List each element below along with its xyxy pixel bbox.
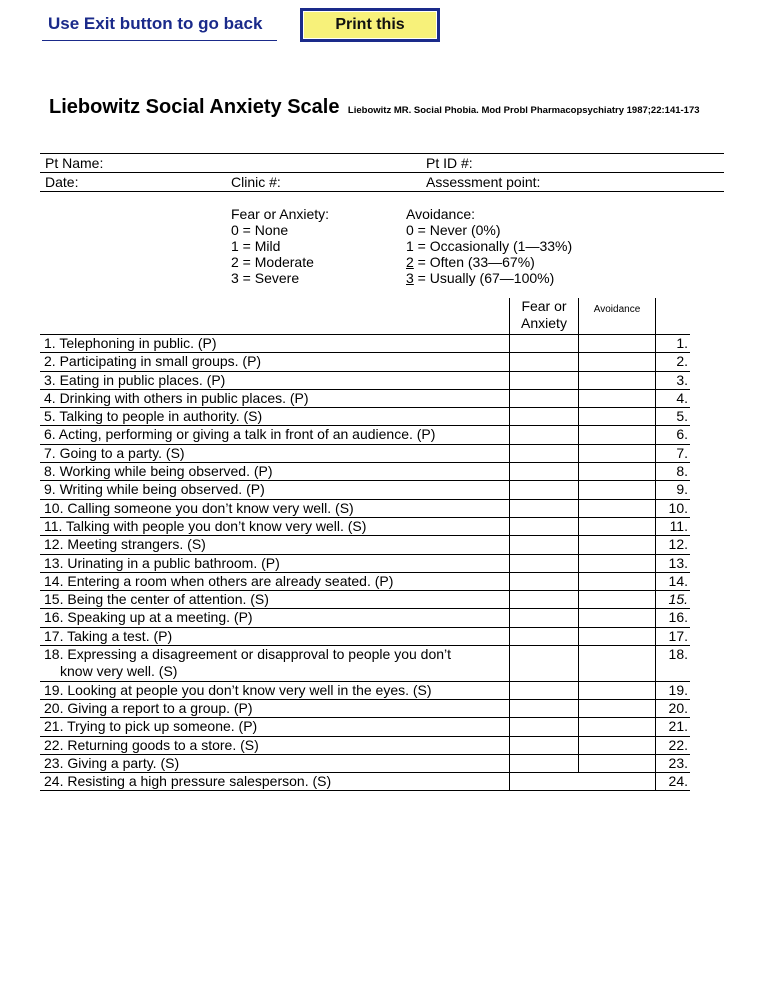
item-text: 3. Eating in public places. (P) [40,371,510,389]
item-text: 6. Acting, performing or giving a talk in front of an audience. (P) [40,426,510,444]
table-row [40,736,690,754]
fear-cell[interactable] [510,463,579,481]
scale-title: Liebowitz Social Anxiety Scale [49,96,340,118]
fear-cell[interactable] [510,335,579,353]
fear-cell[interactable] [510,353,579,371]
item-text: 22. Returning goods to a store. (S) [40,736,510,754]
item-text-line1: 18. Expressing a disagreement or disapproval to people you don’t [44,646,452,663]
item-text: 5. Talking to people in authority. (S) [40,408,510,426]
table-row [40,754,690,772]
item-number: 24. [656,773,691,791]
table-row [40,718,690,736]
fear-level: 1 = Mild [231,238,281,254]
item-text: 16. Speaking up at a meeting. (P) [40,609,510,627]
avoidance-cell[interactable] [579,481,656,499]
table-row [40,572,690,590]
table-row [40,646,690,682]
item-number: 2. [656,353,691,371]
avoidance-cell[interactable] [579,536,656,554]
fear-cell[interactable] [510,371,579,389]
item-number: 5. [656,408,691,426]
avoidance-cell[interactable] [579,609,656,627]
item-text: 20. Giving a report to a group. (P) [40,699,510,717]
item-number: 20. [656,699,691,717]
avoidance-cell[interactable] [579,463,656,481]
header-fear-anxiety [510,298,579,335]
item-number: 23. [656,754,691,772]
table-row [40,627,690,645]
item-number: 12. [656,536,691,554]
item-number: 11. [656,517,691,535]
avoidance-cell[interactable] [579,699,656,717]
item-text: 23. Giving a party. (S) [40,754,510,772]
fear-cell[interactable] [510,754,579,772]
item-text: 24. Resisting a high pressure salesperson. (S) [40,773,510,791]
fear-legend-title: Fear or Anxiety: [231,206,330,222]
table-row [40,444,690,462]
table-row [40,481,690,499]
item-text: 8. Working while being observed. (P) [40,463,510,481]
pt-name-label: Pt Name: [45,155,104,171]
item-text-line2: know very well. (S) [60,663,178,680]
fear-cell[interactable] [510,773,579,791]
avoidance-cell[interactable] [579,389,656,407]
fear-cell[interactable] [510,444,579,462]
table-row [40,389,690,407]
item-number: 18. [656,646,691,682]
item-number: 7. [656,444,691,462]
item-number: 15. [656,591,691,609]
fear-cell[interactable] [510,408,579,426]
table-row [40,371,690,389]
avoidance-level-number: 3 [406,270,414,286]
date-label: Date: [45,174,79,190]
avoidance-cell[interactable] [579,681,656,699]
avoidance-level-number: 2 [406,254,414,270]
item-number: 3. [656,371,691,389]
avoidance-level: 1 = Occasionally (1—33%) [406,238,573,254]
item-number: 1. [656,335,691,353]
table-row [40,773,690,791]
table-header-row [40,298,690,335]
item-number: 10. [656,499,691,517]
fear-cell[interactable] [510,554,579,572]
fear-cell[interactable] [510,426,579,444]
item-text: 15. Being the center of attention. (S) [40,591,510,609]
item-text: 17. Taking a test. (P) [40,627,510,645]
exit-link[interactable]: Use Exit button to go back [48,14,263,33]
avoidance-cell [579,773,656,791]
fear-cell[interactable] [510,499,579,517]
item-text: 1. Telephoning in public. (P) [40,335,510,353]
item-text: 4. Drinking with others in public places. (P) [40,389,510,407]
avoidance-legend [406,206,572,286]
avoidance-level-text: = Often (33—67%) [413,254,535,270]
item-number: 22. [656,736,691,754]
table-row [40,681,690,699]
avoidance-cell[interactable] [579,335,656,353]
item-text: 9. Writing while being observed. (P) [40,481,510,499]
print-button[interactable]: Print this [300,8,440,42]
avoidance-cell[interactable] [579,554,656,572]
item-text: 12. Meeting strangers. (S) [40,536,510,554]
table-row [40,554,690,572]
item-number: 16. [656,609,691,627]
fear-cell[interactable] [510,572,579,590]
exit-link-underline [42,40,277,41]
fear-level: 2 = Moderate [231,254,314,270]
item-text: 19. Looking at people you don’t know very well in the eyes. (S) [40,681,510,699]
item-number: 13. [656,554,691,572]
item-number: 6. [656,426,691,444]
fear-cell[interactable] [510,591,579,609]
item-text: 14. Entering a room when others are already seated. (P) [40,572,510,590]
fear-cell[interactable] [510,681,579,699]
avoidance-level: 0 = Never (0%) [406,222,501,238]
avoidance-cell[interactable] [579,736,656,754]
avoidance-cell[interactable] [579,591,656,609]
table-row [40,591,690,609]
item-text: 7. Going to a party. (S) [40,444,510,462]
avoidance-legend-title: Avoidance: [406,206,476,222]
rating-table [40,298,690,791]
table-row [40,499,690,517]
item-text: 2. Participating in small groups. (P) [40,353,510,371]
divider [40,172,724,173]
avoidance-level [406,270,572,286]
pt-id-label: Pt ID #: [426,155,473,171]
citation: Liebowitz MR. Social Phobia. Mod Probl Pharmacopsychiatry 1987;22:141-173 [347,105,700,116]
fear-cell[interactable] [510,609,579,627]
fear-cell[interactable] [510,718,579,736]
avoidance-cell[interactable] [579,646,656,682]
avoidance-cell[interactable] [579,572,656,590]
avoidance-level-text: = Usually (67—100%) [413,270,555,286]
fear-cell[interactable] [510,481,579,499]
avoidance-level [406,254,572,270]
item-number: 9. [656,481,691,499]
table-row [40,426,690,444]
clinic-label: Clinic #: [231,174,281,190]
header-avoidance: Avoidance [579,298,656,335]
table-row [40,536,690,554]
header-fear-line2: Anxiety [521,315,567,331]
divider [40,191,724,192]
avoidance-cell[interactable] [579,371,656,389]
page-title [49,96,700,119]
fear-cell[interactable] [510,389,579,407]
item-text: 11. Talking with people you don’t know very well. (S) [40,517,510,535]
table-row [40,353,690,371]
fear-cell[interactable] [510,627,579,645]
avoidance-cell[interactable] [579,718,656,736]
table-row [40,699,690,717]
header-fear-line1: Fear or [521,298,567,314]
fear-cell[interactable] [510,536,579,554]
fear-cell[interactable] [510,646,579,682]
avoidance-cell[interactable] [579,408,656,426]
item-text: 10. Calling someone you don’t know very well. (S) [40,499,510,517]
item-text: 21. Trying to pick up someone. (P) [40,718,510,736]
fear-legend [231,206,329,286]
item-text [40,646,510,682]
table-row [40,408,690,426]
fear-cell[interactable] [510,736,579,754]
table-row [40,463,690,481]
avoidance-cell[interactable] [579,426,656,444]
item-number: 8. [656,463,691,481]
avoidance-cell[interactable] [579,754,656,772]
fear-cell[interactable] [510,517,579,535]
item-number: 21. [656,718,691,736]
avoidance-cell[interactable] [579,627,656,645]
fear-level: 0 = None [231,222,289,238]
item-number: 19. [656,681,691,699]
avoidance-cell[interactable] [579,517,656,535]
fear-cell[interactable] [510,699,579,717]
table-row [40,609,690,627]
avoidance-cell[interactable] [579,353,656,371]
item-number: 17. [656,627,691,645]
item-text: 13. Urinating in a public bathroom. (P) [40,554,510,572]
item-number: 4. [656,389,691,407]
divider [40,153,724,154]
header-number [656,298,691,335]
table-row [40,517,690,535]
fear-level: 3 = Severe [231,270,300,286]
avoidance-cell[interactable] [579,444,656,462]
avoidance-cell[interactable] [579,499,656,517]
header-item [40,298,510,335]
assessment-label: Assessment point: [426,174,541,190]
item-number: 14. [656,572,691,590]
table-row [40,335,690,353]
